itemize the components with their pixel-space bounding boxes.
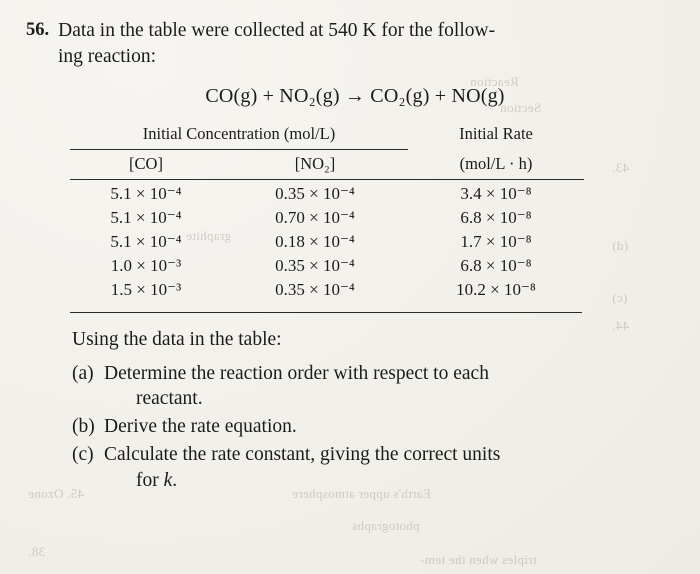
part-label: (b) — [72, 416, 95, 438]
part-text-line1: Determine the reaction order with respect to each — [104, 362, 489, 384]
cell-co: 1.0 × 10⁻³ — [110, 255, 182, 275]
list-item — [72, 414, 674, 440]
part-text — [104, 361, 674, 412]
question-text-line1: Data in the table were collected at 540 K for the follow- — [58, 20, 496, 41]
rule-gap — [408, 148, 584, 149]
cell-co: 5.1 × 10⁻⁴ — [110, 207, 182, 227]
table-row — [70, 206, 584, 230]
bleed-text: photographs — [352, 518, 420, 533]
part-text — [104, 442, 674, 493]
header-initial-rate-line1: Initial Rate — [459, 123, 533, 143]
rule-segment-full — [70, 178, 584, 180]
header-no2: [NO₂] — [294, 153, 336, 173]
data-table — [70, 122, 584, 302]
bleed-text: triples when the tem- — [420, 552, 537, 567]
bleed-text: 45. Ozone — [28, 486, 85, 501]
part-label: (c) — [72, 443, 94, 465]
cell-rate: 10.2 × 10⁻⁸ — [456, 279, 536, 299]
bleed-text: Reaction — [470, 74, 519, 89]
header-initial-rate-line2: (mol/L · h) — [459, 153, 533, 173]
cell-no2: 0.18 × 10⁻⁴ — [275, 231, 355, 251]
bleed-text: graphite — [186, 228, 231, 243]
bleed-text: 43. — [612, 160, 630, 175]
cell-rate: 3.4 × 10⁻⁸ — [460, 183, 532, 203]
bleed-text: Earth's upper atmosphere — [292, 486, 431, 501]
prompt-text: Using the data in the table: — [72, 328, 282, 350]
cell-co: 5.1 × 10⁻⁴ — [110, 231, 182, 251]
bleed-text: (c) — [612, 290, 628, 305]
cell-co: 1.5 × 10⁻³ — [110, 279, 182, 299]
cell-co: 5.1 × 10⁻⁴ — [110, 183, 182, 203]
cell-rate: 6.8 × 10⁻⁸ — [460, 207, 532, 227]
list-item — [72, 442, 674, 493]
part-text-line2: for k. — [136, 469, 178, 491]
part-text-line1: Derive the rate equation. — [104, 416, 297, 438]
parts-list — [72, 361, 674, 494]
table-body — [70, 182, 584, 302]
header-initial-concentration: Initial Concentration (mol/L) — [142, 123, 336, 143]
cell-no2: 0.35 × 10⁻⁴ — [275, 183, 355, 203]
table-header-sub — [70, 152, 584, 176]
table-rule-bottom — [70, 312, 582, 313]
bleed-text: Section — [500, 100, 542, 115]
rule-segment-left — [70, 148, 408, 150]
header-co: [CO] — [129, 153, 163, 173]
question-first-line — [26, 18, 674, 44]
bleed-text: 44. — [612, 318, 630, 333]
cell-rate: 1.7 × 10⁻⁸ — [460, 231, 532, 251]
bleed-text: (d) — [612, 238, 629, 253]
table-row — [70, 230, 584, 254]
part-text-line1: Calculate the rate constant, giving the correct units — [104, 443, 501, 465]
table-row — [70, 182, 584, 206]
question-number: 56. — [26, 20, 50, 40]
table-row — [70, 254, 584, 278]
part-label: (a) — [72, 362, 94, 384]
cell-no2: 0.70 × 10⁻⁴ — [275, 207, 355, 227]
question-text-line2: ing reaction: — [58, 46, 157, 68]
cell-no2: 0.35 × 10⁻⁴ — [275, 279, 355, 299]
table-header-top — [70, 122, 584, 146]
cell-rate: 6.8 × 10⁻⁸ — [460, 255, 532, 275]
table-row — [70, 278, 584, 302]
chemical-equation: CO(g) + NO₂(g) → CO₂(g) + NO(g) — [205, 84, 505, 107]
list-item — [72, 361, 674, 412]
bleed-text: 38. — [28, 544, 46, 559]
part-text-line2: reactant. — [136, 388, 203, 410]
cell-no2: 0.35 × 10⁻⁴ — [275, 255, 355, 275]
